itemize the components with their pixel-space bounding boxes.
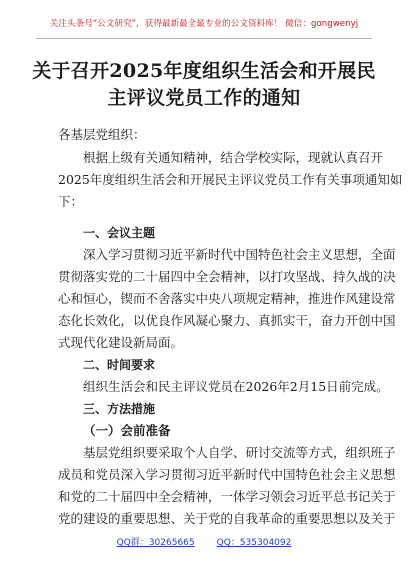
section-1-line: 贯彻落实党的二十届四中全会精神，以打攻坚战、持久战的决 xyxy=(58,269,396,284)
document-title xyxy=(30,58,378,112)
intro-line: 2025年度组织生活会和开展民主评议党员工作有关事项通知如 xyxy=(58,172,403,187)
section-heading-3: 三、方法措施 xyxy=(83,402,156,416)
section-1-line: 式现代化建设新局面。 xyxy=(58,335,184,350)
section-3-line: 成员和党员深入学习贯彻习近平新时代中国特色社会主义思想 xyxy=(58,467,396,482)
salutation: 各基层党组织： xyxy=(58,127,146,142)
section-3-line: 和党的二十届四中全会精神，一体学习领会习近平总书记关于 xyxy=(58,489,396,504)
section-1-line: 深入学习贯彻习近平新时代中国特色社会主义思想，全面 xyxy=(83,247,396,262)
section-3-line: 基层党组织要采取个人自学、研讨交流等方式，组织班子 xyxy=(83,445,396,460)
section-1-line: 心和恒心，锲而不舍落实中央八项规定精神，推进作风建设常 xyxy=(58,291,396,306)
document-body xyxy=(58,124,403,530)
intro-line: 根据上级有关通知精神，结合学校实际，现就认真召开 xyxy=(83,150,384,165)
intro-line: 下： xyxy=(58,194,84,209)
header-divider xyxy=(36,38,372,39)
section-3-line: 党的建设的重要思想、关于党的自我革命的重要思想以及关于 xyxy=(58,511,396,526)
section-heading-2: 二、时间要求 xyxy=(83,358,156,372)
footer-contact xyxy=(0,535,408,548)
section-2-line: 组织生活会和民主评议党员在2026年2月15日前完成。 xyxy=(83,379,389,394)
subsection-heading: （一）会前准备 xyxy=(83,423,171,438)
section-1-line: 态化长效化，以优良作风凝心聚力、真抓实干，奋力开创中国 xyxy=(58,313,396,328)
title-line-2: 主评议党员工作的通知 xyxy=(107,87,301,109)
footer-qq: QQ：535304092 xyxy=(216,538,292,548)
section-heading-1: 一、会议主题 xyxy=(83,226,156,240)
footer-qq-group: QQ群：30265665 xyxy=(116,538,195,548)
title-line-1: 关于召开2025年度组织生活会和开展民 xyxy=(32,60,376,82)
header-banner: 关注头条号“公文研究”，获得最新最全最专业的公文资料库！ 微信：gongwenyj xyxy=(49,19,359,29)
